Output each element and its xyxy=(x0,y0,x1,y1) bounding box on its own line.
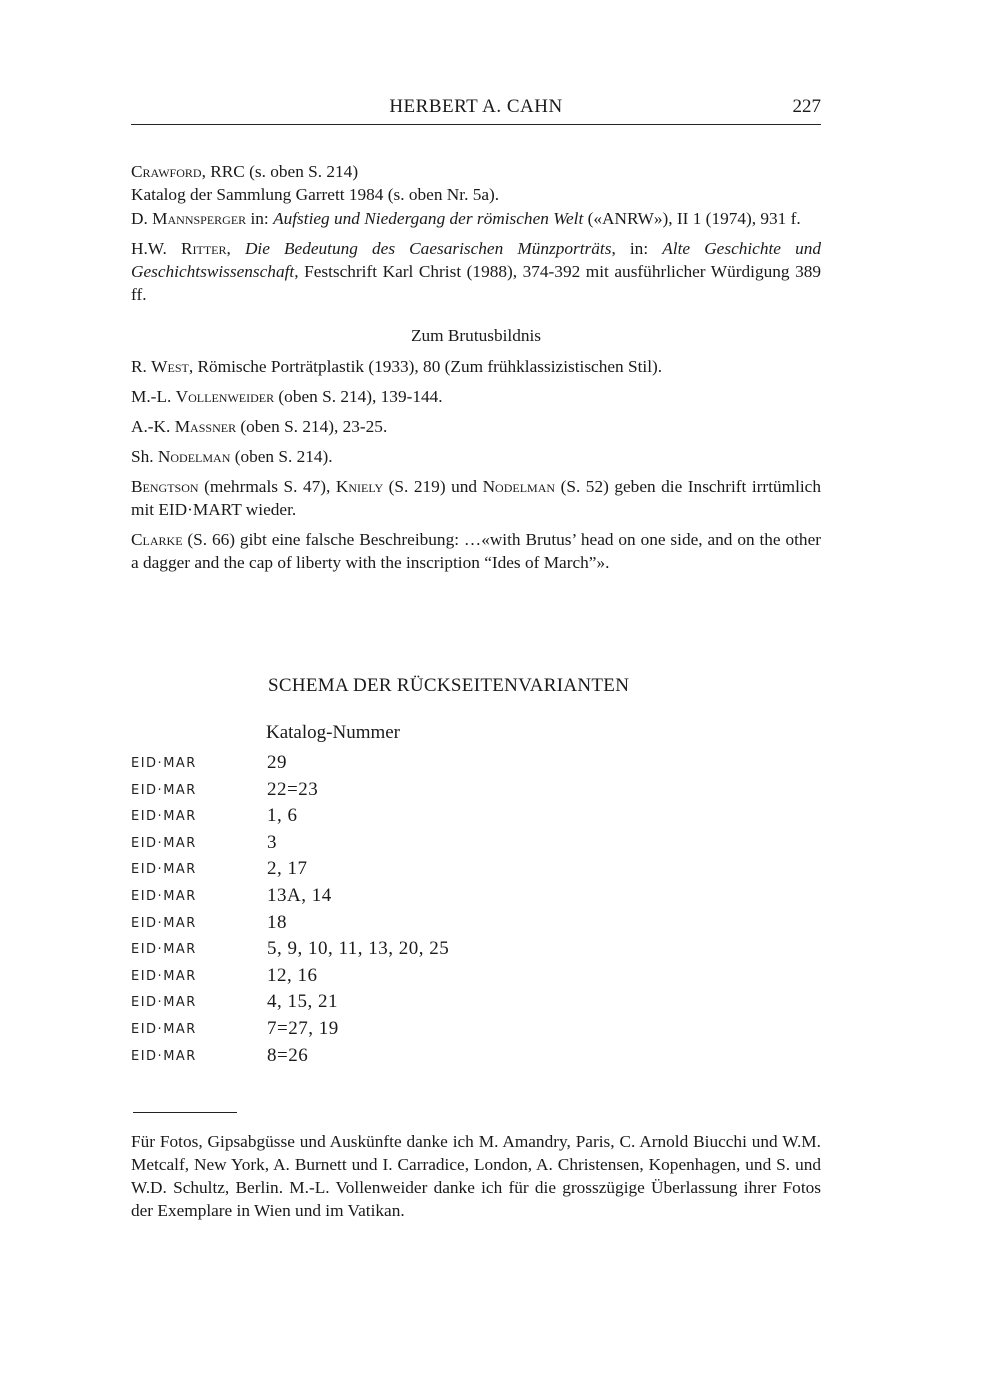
author-name: Vollenweider xyxy=(175,387,275,406)
variant-row xyxy=(131,938,631,965)
catalog-numbers: 5, 9, 10, 11, 13, 20, 25 xyxy=(267,938,450,960)
ref-text: , Festschrift Karl Christ (1988), 374-392 mit ausführlicher Würdigung 389 ff. xyxy=(131,262,821,304)
variant-row xyxy=(131,858,631,885)
inscription: EID·MAR xyxy=(131,888,197,904)
note-bengtson xyxy=(131,475,821,521)
ref-mannsperger xyxy=(131,207,821,230)
ref-prefix: Sh. xyxy=(131,447,158,466)
catalog-numbers: 18 xyxy=(267,911,287,933)
note-text: (mehrmals S. 47), xyxy=(198,477,336,496)
catalog-numbers: 8=26 xyxy=(267,1044,309,1066)
ref-prefix: H.W. xyxy=(131,239,181,258)
ref-text: , Römische Porträtplastik (1933), 80 (Zum frühklassizistischen Stil). xyxy=(188,357,663,376)
note-text: (S. 219) und xyxy=(383,477,483,496)
catalog-numbers: 7=27, 19 xyxy=(267,1017,339,1039)
inscription: EID·MAR xyxy=(131,756,197,771)
ref-title: Aufstieg und Niedergang der römischen Welt xyxy=(273,209,584,228)
ref-text: , RRC (s. oben S. 214) xyxy=(201,162,359,181)
variant-row xyxy=(131,1018,631,1045)
ref-text: Katalog der Sammlung Garrett 1984 (s. oben Nr. 5a). xyxy=(131,185,500,204)
inscription: EID·MAR xyxy=(131,809,197,825)
variant-row xyxy=(131,912,631,939)
catalog-numbers: 4, 15, 21 xyxy=(267,991,338,1013)
ref-text: («ANRW»), II 1 (1974), 931 f. xyxy=(583,209,801,228)
ref-crawford xyxy=(131,160,821,206)
author-name: West xyxy=(151,357,189,376)
inscription: EID·MAR xyxy=(131,942,197,958)
ref-vollenweider xyxy=(131,385,821,408)
ref-title: Die Bedeutung des Caesarischen Münzporträts xyxy=(244,239,612,258)
variant-row xyxy=(131,779,631,806)
variant-table xyxy=(131,752,631,1071)
variant-row xyxy=(131,832,631,859)
author-name: Ritter xyxy=(180,239,227,258)
running-header xyxy=(131,96,821,125)
author-name: Crawford xyxy=(131,162,202,181)
variant-row xyxy=(131,885,631,912)
author-name: Kniely xyxy=(335,477,384,496)
author-name: Nodelman xyxy=(157,447,231,466)
catalog-numbers: 29 xyxy=(267,752,287,773)
variant-row xyxy=(131,965,631,992)
ref-prefix: A.-K. xyxy=(131,417,175,436)
note-text: (S. 52) geben die Inschrift irrtümlich mit EID·MART wieder. xyxy=(131,477,821,519)
schema-subtitle: Katalog-Nummer xyxy=(266,722,401,743)
catalog-numbers: 2, 17 xyxy=(267,858,308,880)
footnote: Für Fotos, Gipsabgüsse und Auskünfte danke ich M. Amandry, Paris, C. Arnold Biucchi und W.M. Metcalf, New York, A. Burnett und I. Carradice, London, A. Christensen, Kopenhagen, und S. und W.D. Schultz, Berlin. M.-L. Vollenweider danke ich für die grosszügige Überlassung ihrer Fotos der Exemplare in Wien und im Vatikan. xyxy=(131,1132,821,1220)
inscription: EID·MAR xyxy=(131,1048,197,1064)
ref-massner xyxy=(131,415,821,438)
inscription: EID·MAR xyxy=(131,995,197,1011)
author-name: Mannsperger xyxy=(152,209,247,228)
note-text: (S. 66) gibt eine falsche Beschreibung: …«with Brutus’ head on one side, and on the other a dagger and the cap of liberty with the inscription “Ides of March”». xyxy=(131,530,821,572)
ref-text: , xyxy=(226,239,245,258)
ref-nodelman xyxy=(131,445,821,468)
inscription: EID·MAR xyxy=(131,782,197,798)
catalog-numbers: 12, 16 xyxy=(267,964,318,986)
ref-ritter xyxy=(131,237,821,306)
ref-prefix: D. xyxy=(131,209,153,228)
author-name: Massner xyxy=(174,417,237,436)
header-title: HERBERT A. CAHN xyxy=(389,96,563,117)
variant-row xyxy=(131,1045,631,1072)
inscription: EID·MAR xyxy=(131,968,197,984)
schema-title: SCHEMA DER RÜCKSEITENVARIANTEN xyxy=(268,675,630,696)
inscription: EID·MAR xyxy=(131,862,197,878)
ref-text: (oben S. 214). xyxy=(230,447,333,466)
footnote-rule xyxy=(133,1112,237,1113)
author-name: Bengtson xyxy=(131,477,199,496)
page-number: 227 xyxy=(792,96,821,117)
ref-title: Alte Geschichte und Geschichtswissenschaft xyxy=(131,239,821,281)
ref-prefix: M.-L. xyxy=(131,387,176,406)
ref-text: , in: xyxy=(611,239,663,258)
catalog-numbers: 3 xyxy=(267,831,277,853)
author-name: Clarke xyxy=(131,530,183,549)
ref-west xyxy=(131,355,821,378)
inscription: EID·MAR xyxy=(131,1021,197,1037)
section-heading: Zum Brutusbildnis xyxy=(410,326,542,345)
variant-row xyxy=(131,805,631,832)
inscription: EID·MAR xyxy=(131,915,197,931)
catalog-numbers: 1, 6 xyxy=(267,805,298,827)
catalog-numbers: 22=23 xyxy=(267,778,319,800)
ref-text: in: xyxy=(246,209,274,228)
catalog-numbers: 13A, 14 xyxy=(267,884,332,906)
variant-row xyxy=(131,752,631,779)
note-clarke xyxy=(131,528,821,574)
author-name: Nodelman xyxy=(482,477,556,496)
ref-text: (oben S. 214), 139-144. xyxy=(274,387,443,406)
bibliography-block xyxy=(131,160,821,581)
ref-text: (oben S. 214), 23-25. xyxy=(236,417,388,436)
inscription: EID·MAR xyxy=(131,835,197,851)
variant-row xyxy=(131,991,631,1018)
ref-prefix: R. xyxy=(131,357,152,376)
